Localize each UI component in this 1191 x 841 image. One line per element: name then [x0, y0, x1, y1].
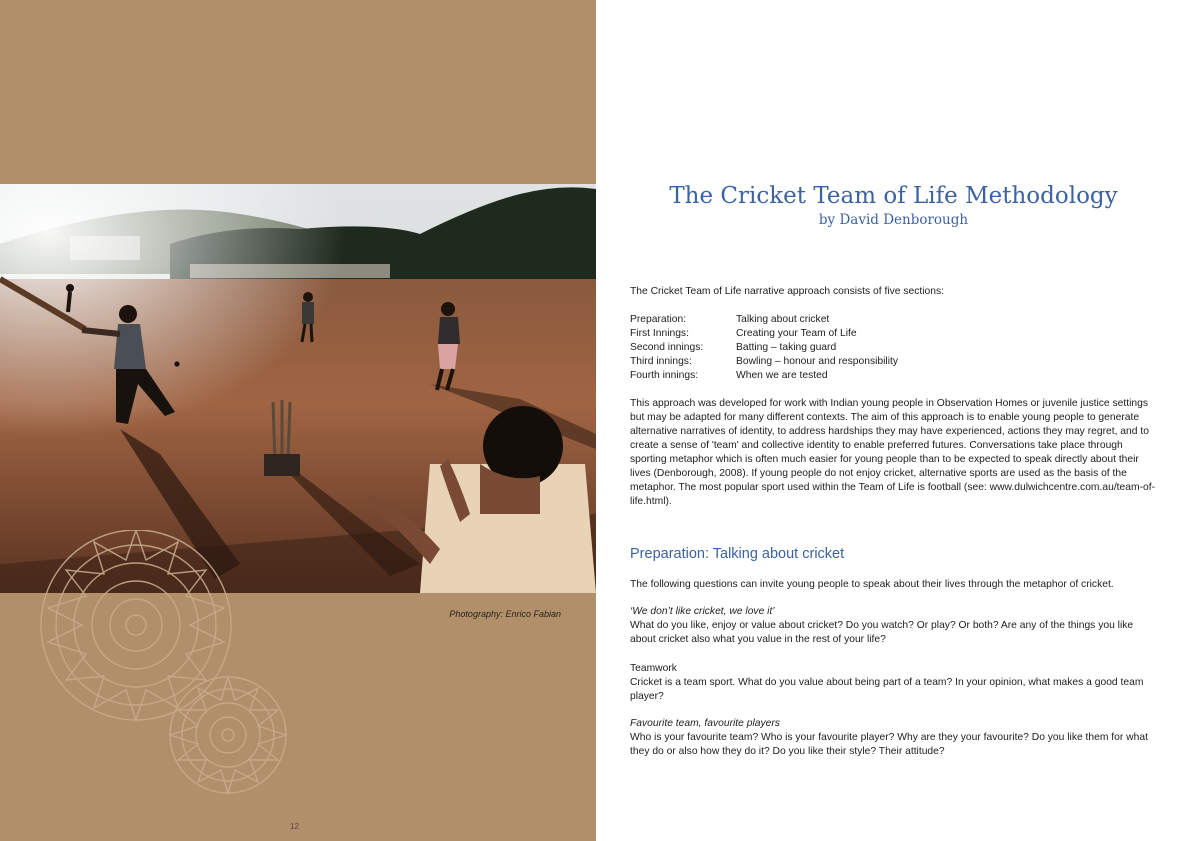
intro-paragraph: The Cricket Team of Life narrative approach consists of five sections: [630, 286, 945, 297]
question-block [630, 605, 1158, 647]
section-row [630, 313, 1150, 327]
page-title: The Cricket Team of Life Methodology [669, 183, 1118, 209]
author-byline: by David Denborough [818, 212, 969, 228]
question-heading: ‘We don’t like cricket, we love it’ [630, 606, 775, 617]
preparation-heading: Preparation: Talking about cricket [630, 546, 845, 562]
photo-caption: Photography: Enrico Fabian [449, 609, 561, 619]
section-row [630, 341, 1150, 355]
section-name: Third innings: [630, 356, 692, 367]
question-block [630, 662, 1158, 704]
preparation-intro: The following questions can invite young people to speak about their lives through the metaphor of cricket. [630, 579, 1114, 590]
section-desc: Talking about cricket [736, 314, 830, 325]
section-name: First Innings: [630, 328, 689, 339]
question-heading: Teamwork [630, 663, 677, 674]
question-text: Who is your favourite team? Who is your favourite player? Why are they your favourite? Do you like them for what they do or also how they do it? Do you like their style? Their attitude? [630, 732, 1148, 757]
section-desc: When we are tested [736, 370, 828, 381]
section-row [630, 327, 1150, 341]
section-row [630, 355, 1150, 369]
right-page [596, 0, 1191, 841]
approach-paragraph: This approach was developed for work with Indian young people in Observation Homes or juvenile justice settings but may be adapted for many different contexts. The aim of this approach is to enable young people to generate alternative narratives of identity, to address hardships they may have experienced, actions they may regret, and to create a sense of 'team' and collective identity to enable preferred futures. Conversations take place through sporting metaphor which is often much easier for young people than to be expected to speak directly about their lives (Denborough, 2008). If young people do not enjoy cricket, alternative sports are used as the basis of the metaphor. The most popular sport used within the Team of Life is football (see: www.dulwichcentre.com.au/team-of-life.html). [630, 398, 1156, 507]
question-text: What do you like, enjoy or value about cricket? Do you watch? Or play? Or both? Are any of the things you like about cricket also what you value in the rest of your life? [630, 620, 1134, 645]
section-name: Second innings: [630, 342, 704, 353]
section-name: Fourth innings: [630, 370, 699, 381]
question-heading: Favourite team, favourite players [630, 718, 780, 729]
section-desc: Creating your Team of Life [736, 328, 857, 339]
section-desc: Bowling – honour and responsibility [736, 356, 898, 367]
page-number: 12 [290, 822, 299, 831]
question-block [630, 717, 1158, 759]
mandala-ornament [28, 530, 298, 810]
section-name: Preparation: [630, 314, 687, 325]
question-text: Cricket is a team sport. What do you value about being part of a team? In your opinion, what makes a good team player? [630, 677, 1144, 702]
section-row [630, 369, 1150, 383]
section-desc: Batting – taking guard [736, 342, 837, 353]
sections-list [630, 313, 1150, 383]
